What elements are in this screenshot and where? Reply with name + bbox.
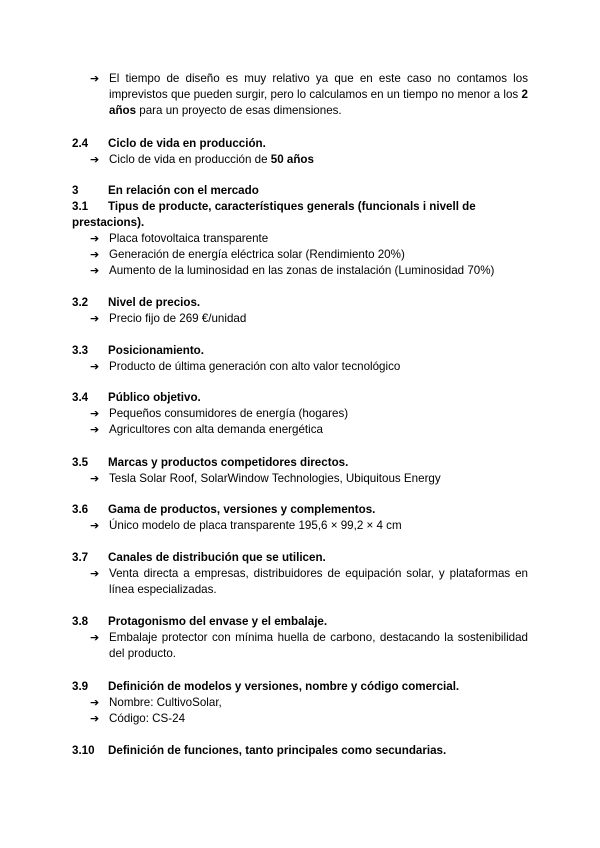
section-3-8 xyxy=(0,614,600,662)
arrow-bullet-icon: ➔ xyxy=(90,232,100,245)
section-3-5 xyxy=(0,455,600,487)
arrow-bullet-icon: ➔ xyxy=(90,423,100,436)
arrow-bullet-icon: ➔ xyxy=(90,248,100,261)
section-heading: 3.4 Público objetivo. xyxy=(72,391,201,404)
section-3-6 xyxy=(0,502,600,534)
section-heading: 3.1 Tipus de producte, característiques generals (funcionals i nivell de prestacions). xyxy=(72,200,476,229)
list-item: ➔ Placa fotovoltaica transparente xyxy=(90,232,269,245)
arrow-bullet-icon: ➔ xyxy=(90,312,100,325)
arrow-bullet-icon: ➔ xyxy=(90,72,100,85)
section-heading: 3.2 Nivel de precios. xyxy=(72,296,201,309)
section-3 xyxy=(0,183,600,199)
intro-bullet xyxy=(0,71,600,119)
arrow-bullet-icon: ➔ xyxy=(90,696,100,709)
arrow-bullet-icon: ➔ xyxy=(90,472,100,485)
list-item: ➔ Agricultores con alta demanda energética xyxy=(90,423,323,436)
list-item: ➔ Tesla Solar Roof, SolarWindow Technologies, Ubiquitous Energy xyxy=(90,472,441,485)
list-item: ➔ Aumento de la luminosidad en las zonas de instalación (Luminosidad 70%) xyxy=(90,264,495,277)
section-heading: 3.9 Definición de modelos y versiones, nombre y código comercial. xyxy=(72,680,460,693)
section-heading: 3.5 Marcas y productos competidores directos. xyxy=(72,456,349,469)
list-item: ➔ Código: CS-24 xyxy=(90,712,186,725)
section-heading: 3.3 Posicionamiento. xyxy=(72,344,204,357)
section-2-4 xyxy=(0,136,600,168)
section-heading: 3.8 Protagonismo del envase y el embalaje. xyxy=(72,615,328,628)
list-item: ➔ Producto de última generación con alto valor tecnológico xyxy=(90,360,401,373)
list-item: ➔ Nombre: CultivoSolar, xyxy=(90,696,222,709)
list-item: ➔ Pequeños consumidores de energía (hogares) xyxy=(90,407,349,420)
section-3-2 xyxy=(0,295,600,327)
section-heading: 3.10 Definición de funciones, tanto principales como secundarias. xyxy=(72,744,447,757)
section-heading: 2.4 Ciclo de vida en producción. xyxy=(72,137,266,150)
section-3-1 xyxy=(0,199,600,279)
list-item: ➔ Venta directa a empresas, distribuidores de equipación solar, y plataformas en línea especializadas. xyxy=(90,567,528,596)
arrow-bullet-icon: ➔ xyxy=(90,567,100,580)
arrow-bullet-icon: ➔ xyxy=(90,264,100,277)
list-item: ➔ Ciclo de vida en producción de 50 años xyxy=(90,153,314,166)
list-item: ➔ Único modelo de placa transparente 195,6 × 99,2 × 4 cm xyxy=(90,519,402,532)
arrow-bullet-icon: ➔ xyxy=(90,360,100,373)
list-item: ➔ Generación de energía eléctrica solar (Rendimiento 20%) xyxy=(90,248,405,261)
section-3-3 xyxy=(0,343,600,375)
arrow-bullet-icon: ➔ xyxy=(90,712,100,725)
list-item: ➔ El tiempo de diseño es muy relativo ya que en este caso no contamos los imprevistos que pueden surgir, pero lo calculamos en un tiempo no menor a los 2 años para un proyecto de esas dimensiones. xyxy=(90,72,528,117)
arrow-bullet-icon: ➔ xyxy=(90,519,100,532)
section-3-4 xyxy=(0,390,600,438)
section-3-10 xyxy=(0,743,600,759)
list-item: ➔ Embalaje protector con mínima huella de carbono, destacando la sostenibilidad del producto. xyxy=(90,631,528,660)
list-item: ➔ Precio fijo de 269 €/unidad xyxy=(90,312,247,325)
arrow-bullet-icon: ➔ xyxy=(90,407,100,420)
section-heading: 3.6 Gama de productos, versiones y complementos. xyxy=(72,503,376,516)
section-heading: 3.7 Canales de distribución que se utilicen. xyxy=(72,551,326,564)
section-3-9 xyxy=(0,679,600,727)
arrow-bullet-icon: ➔ xyxy=(90,153,100,166)
section-heading: 3 En relación con el mercado xyxy=(72,184,259,197)
section-3-7 xyxy=(0,550,600,598)
arrow-bullet-icon: ➔ xyxy=(90,631,100,644)
